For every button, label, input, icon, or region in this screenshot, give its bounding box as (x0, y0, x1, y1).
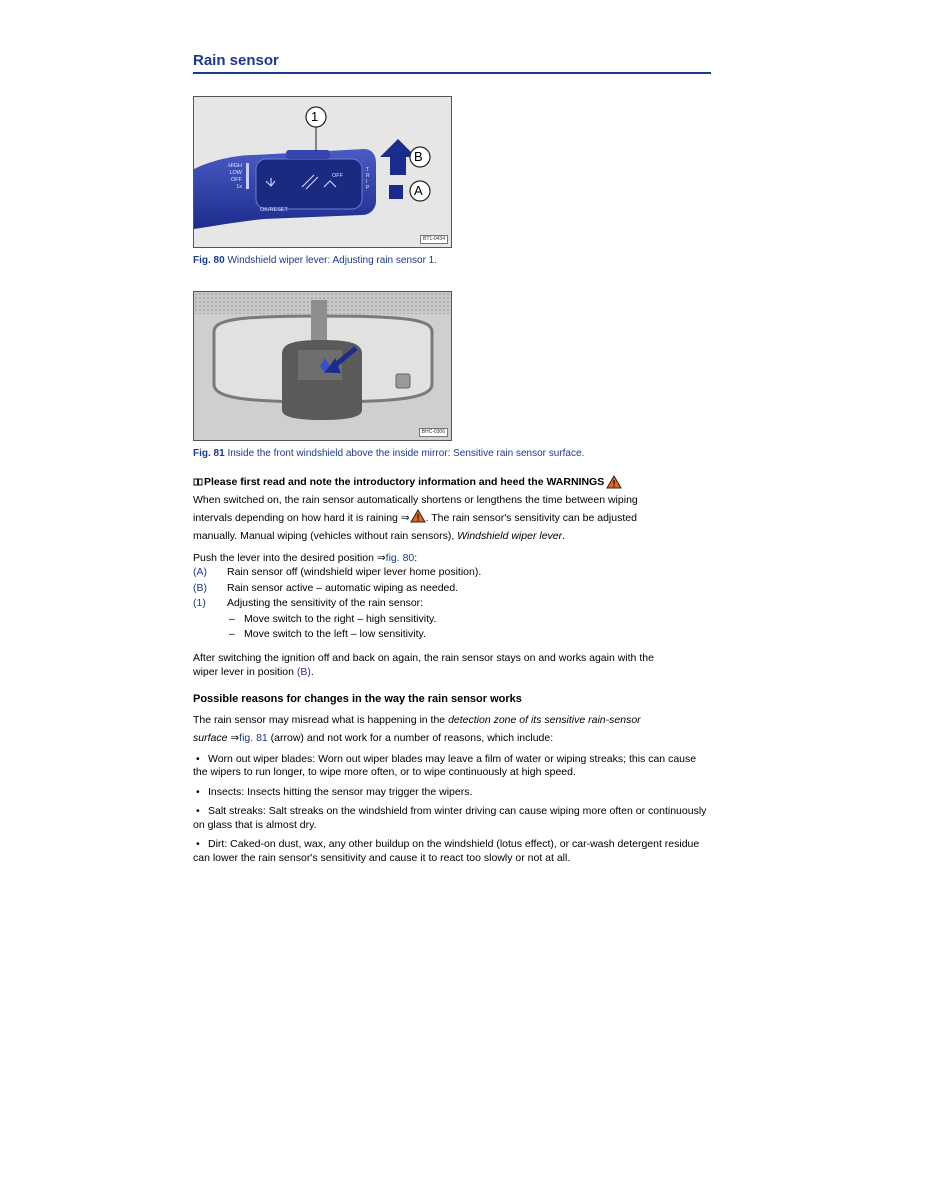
callout-1-label: 1 (311, 109, 319, 124)
list-key-a: (A) (193, 566, 207, 578)
intro-heading (193, 474, 711, 490)
callout-b-label: B (414, 149, 423, 164)
intro-line-3: manually. Manual wiping (vehicles without rain sensors), (193, 530, 458, 542)
list-item (193, 565, 711, 581)
bullet-item (193, 786, 711, 800)
callout-a-label: A (414, 183, 423, 198)
bullet-dot: • (196, 785, 200, 798)
sub-list-item (193, 612, 711, 628)
lever-label-low: LOW (229, 170, 242, 176)
reasons-arrow: ⇒ (227, 731, 240, 744)
dash: – (229, 612, 235, 625)
figure-80-caption (193, 254, 711, 267)
figure-80-caption-number: Fig. 80 (193, 255, 225, 266)
intro-paragraph (193, 493, 711, 543)
bullet-dot: • (196, 805, 200, 817)
lever-label-high: HIGH (228, 163, 242, 169)
intro-heading-text: Please first read and note the introductory information and heed the WARNINGS (204, 476, 605, 488)
reasons-intro-italic: detection zone of its sensitive rain-sensor (448, 713, 641, 726)
intro-line-2-end: . The rain sensor's sensitivity can be adjusted (425, 512, 637, 524)
reasons-heading: Possible reasons for changes in the way the rain sensor works (193, 692, 522, 705)
after-line-2: wiper lever in position (193, 665, 297, 678)
sub-list-text: Move switch to the left – low sensitivity. (244, 628, 426, 640)
figure-80-code: BT1-0434 (420, 235, 448, 244)
figure-81-caption-text: Inside the front windshield above the inside mirror: Sensitive rain sensor surface. (224, 448, 585, 459)
list-key-1: (1) (193, 597, 206, 609)
reasons-intro-end: (arrow) and not work for a number of reasons, which include: (267, 731, 554, 744)
lever-reset-label: OK/RESET (260, 207, 288, 213)
push-lead (193, 551, 711, 565)
reasons-intro (193, 711, 711, 747)
bullet-dot: • (196, 838, 200, 850)
bullet-text: Salt streaks: Salt streaks on the windshield from winter driving can cause wiping more often or continuously on glass that is almost dry. (193, 805, 707, 831)
sub-list-item (193, 627, 711, 643)
reasons-intro-italic-2: surface (193, 731, 228, 744)
book-icon (193, 478, 203, 486)
page-content (193, 52, 711, 865)
reasons-intro-text: The rain sensor may misread what is happening in the (193, 713, 449, 726)
push-lead-colon: : (414, 552, 418, 564)
lever-label-off: OFF (231, 177, 242, 183)
figure-81-code: BHC-0306 (419, 428, 448, 437)
list-item (193, 596, 711, 612)
bullet-item (193, 838, 711, 865)
lever-speed-labels (224, 163, 242, 191)
rain-sensor-illustration (194, 292, 451, 440)
position-b-link: (B) (296, 665, 311, 678)
position-list (193, 565, 711, 643)
figure-81-caption-number: Fig. 81 (193, 448, 225, 459)
after-line-1: After switching the ignition off and back on again, the rain sensor stays on and works again with the (193, 651, 654, 664)
warning-icon-inline (410, 509, 426, 523)
after-paragraph (193, 651, 711, 679)
bullet-text: Insects: Insects hitting the sensor may trigger the wipers. (208, 785, 473, 798)
lever-off-label: OFF (332, 173, 343, 179)
after-end: . (310, 665, 314, 678)
figure-80-caption-text: Windshield wiper lever: Adjusting rain sensor 1. (224, 255, 438, 266)
list-item (193, 581, 711, 597)
list-key-b: (B) (193, 581, 207, 594)
dash: – (229, 628, 235, 640)
bullet-dot: • (196, 752, 200, 765)
push-lead-text: Push the lever into the desired position ⇒ (193, 552, 386, 564)
lever-label-1x: 1x (236, 184, 242, 190)
warning-icon (606, 475, 622, 489)
list-text: Adjusting the sensitivity of the rain sensor: (227, 597, 424, 609)
list-text: Rain sensor off (windshield wiper lever home position). (227, 566, 482, 578)
list-text: Rain sensor active – automatic wiping as needed. (227, 581, 459, 594)
bullet-item (193, 805, 711, 832)
figure-81-rain-sensor (193, 291, 452, 441)
fig-81-link[interactable]: fig. 81 (239, 731, 268, 744)
lever-trip-label: T R I P (366, 167, 370, 191)
bullet-item (193, 753, 711, 780)
bullet-text: Worn out wiper blades: Worn out wiper blades may leave a film of water or wiping streaks; this can cause the wipers to run longer, to wipe more often, or to wipe continuously at high speed. (193, 752, 697, 778)
bullet-text: Dirt: Caked-on dust, wax, any other buildup on the windshield (lotus effect), or car-wash detergent residue can lower the rain sensor's sensitivity and cause it to react too slowly or not at all. (193, 838, 700, 864)
fig-80-link[interactable]: fig. 80 (385, 552, 415, 564)
figure-81-caption (193, 447, 711, 460)
figure-80-wiper-lever (193, 96, 452, 248)
intro-italic-ref: Windshield wiper lever (457, 530, 563, 542)
intro-line-1: When switched on, the rain sensor automatically shortens or lengthens the time between wiping (193, 494, 638, 506)
section-title: Rain sensor (193, 52, 711, 74)
intro-end: . (562, 530, 566, 542)
intro-line-2: intervals depending on how hard it is raining ⇒ (193, 512, 410, 524)
sub-list-text: Move switch to the right – high sensitivity. (244, 612, 437, 625)
